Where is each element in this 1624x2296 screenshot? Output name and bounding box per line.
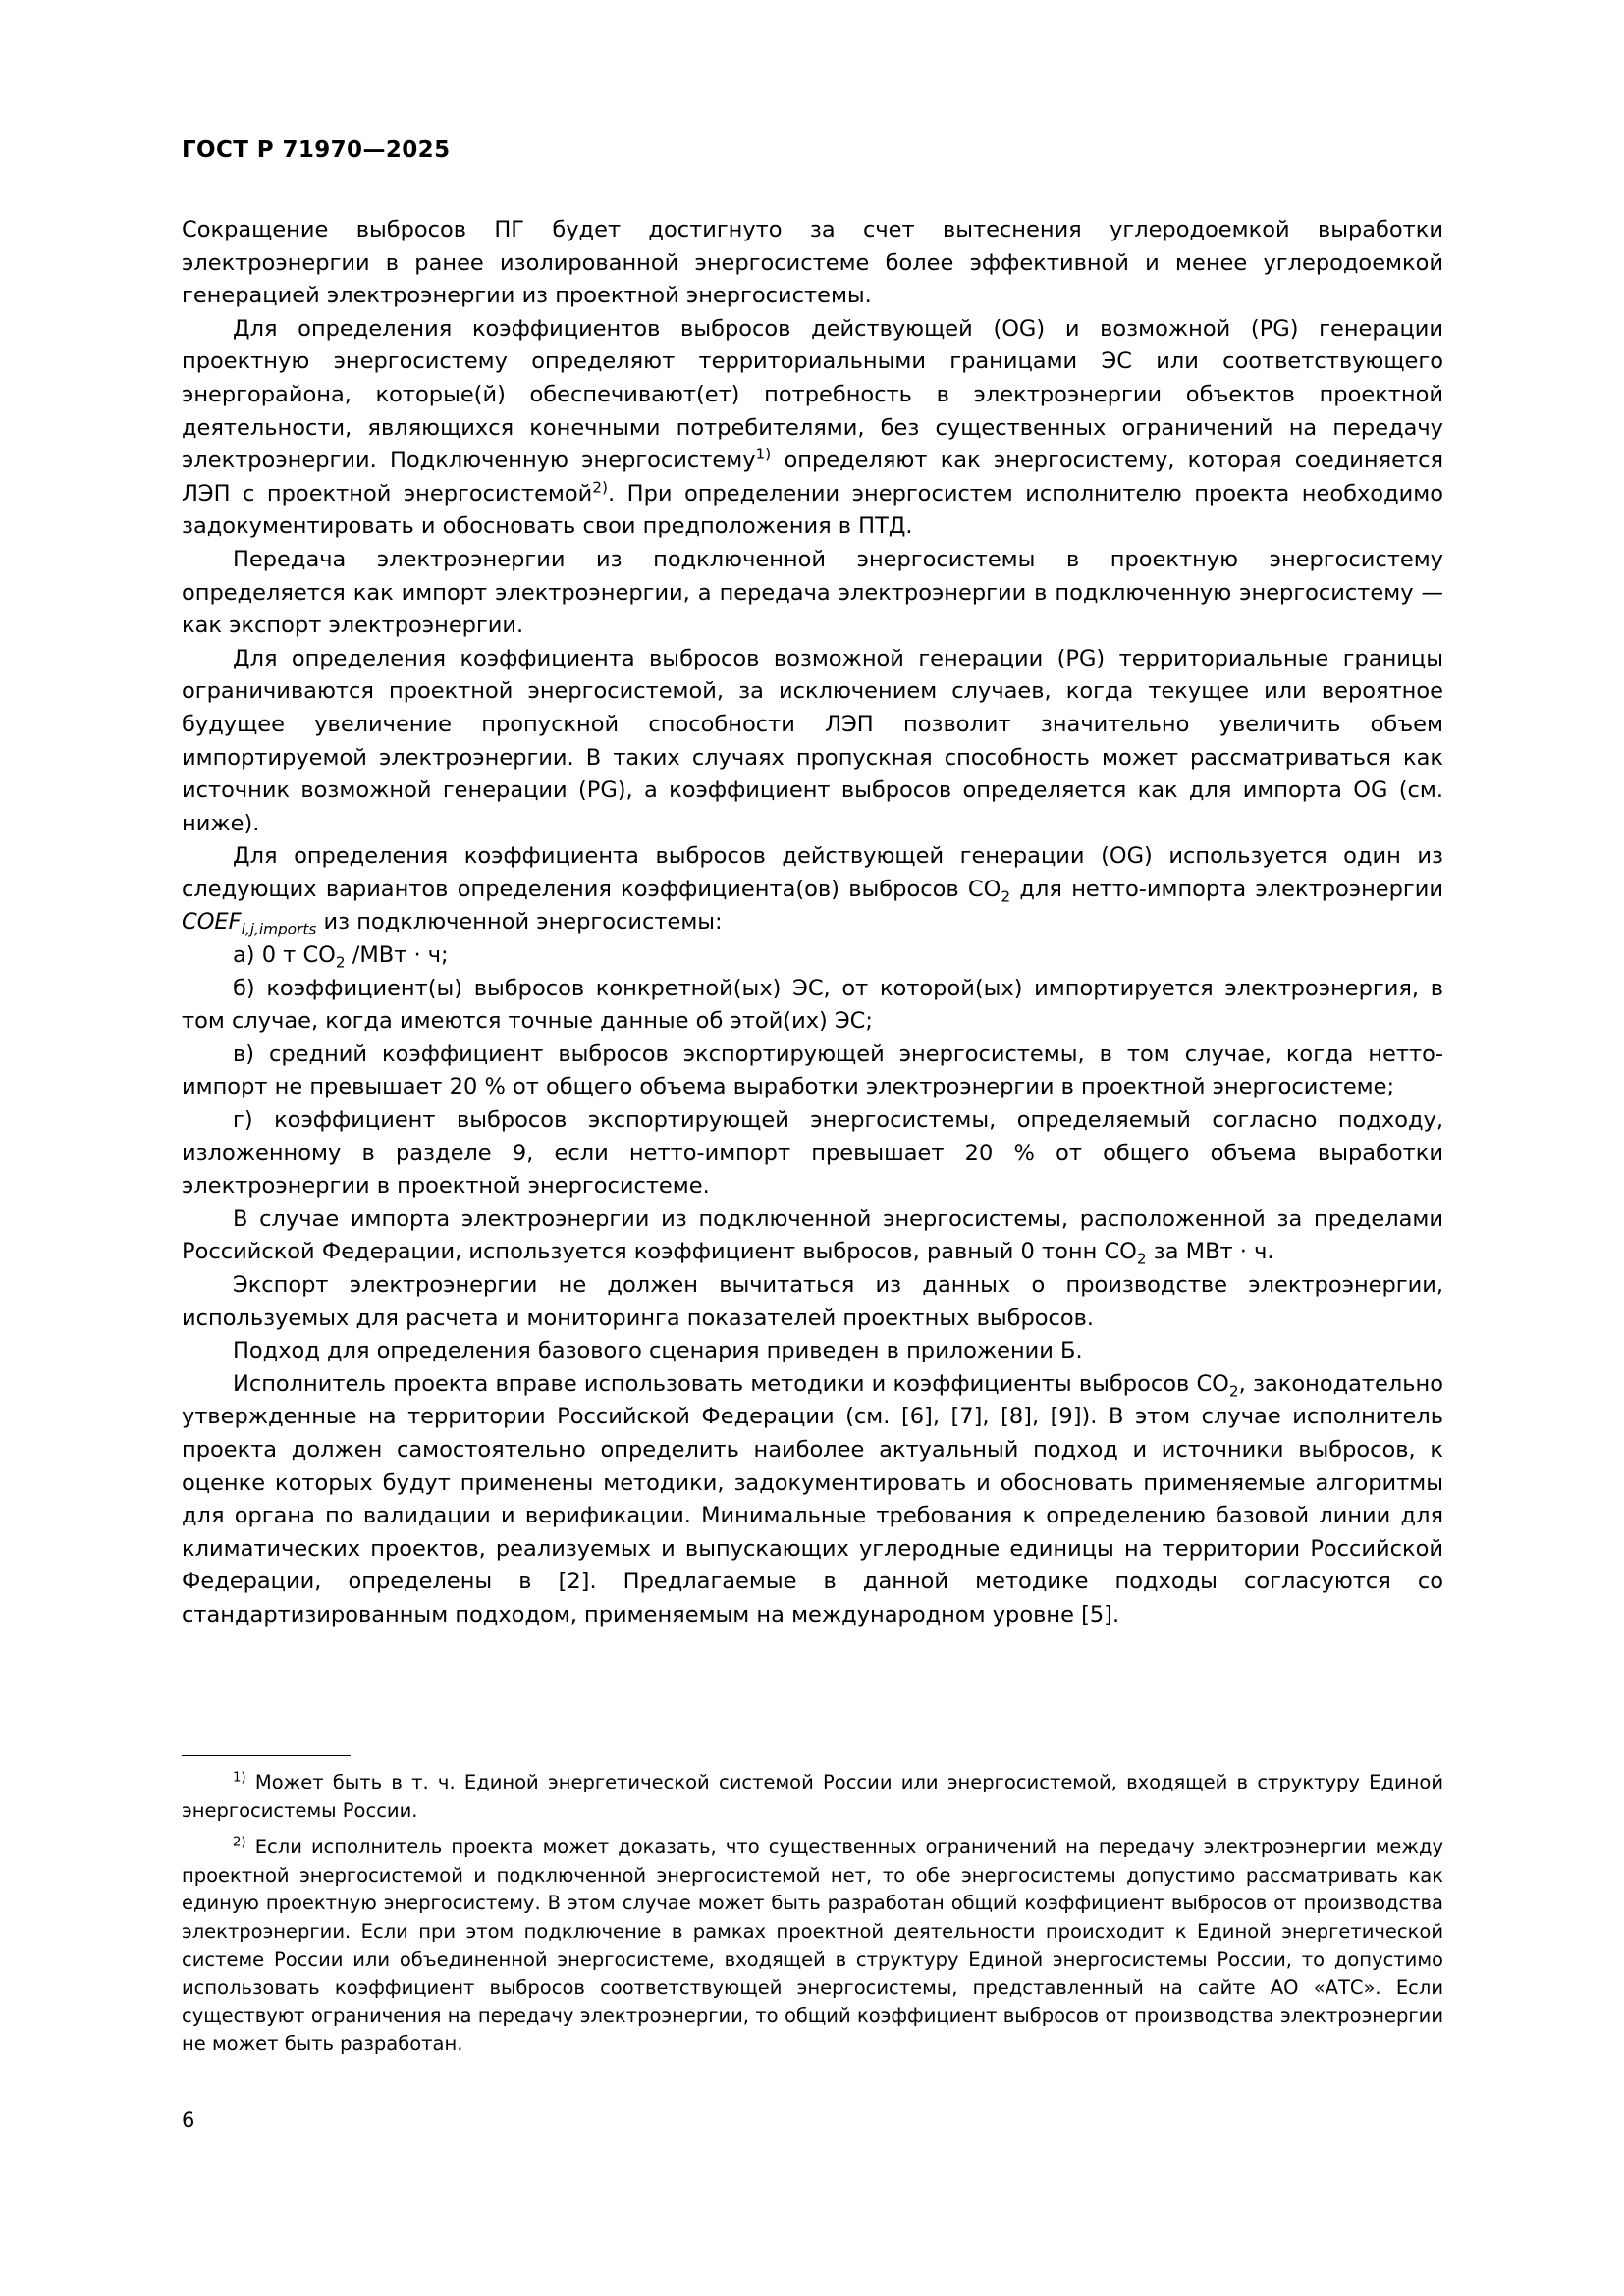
- page-content: [182, 137, 1443, 1632]
- paragraph-13: Исполнитель проекта вправе использовать методики и коэффициенты выбросов $CO_2$, законодательно утвержденные на территории Российской Федерации (см. [6], [7], [8], [9]). В этом случае исполнитель проекта должен самостоятельно определить наиболее актуальный подход и источники выбросов, к оценке которых будут применены методики, задокументировать и обосновать применяемые алгоритмы для органа по валидации и верификации. Минимальные требования к определению базовой линии для климатических проектов, реализуемых и выпускающих углеродные единицы на территории Российской Федерации, определены в [2]. Предлагаемые в данной методике подходы согласуются со стандартизированным подходом, применяемым на международном уровне [5].: [182, 1370, 1443, 1628]
- list-item-v: в) средний коэффициент выбросов экспортирующей энергосистемы, в том случае, когда нетто-импорт не превышает 20 % от общего объема выработки электроэнергии в проектной энергосистеме;: [182, 1041, 1443, 1100]
- footnote-1: $^{1)}$ Может быть в т. ч. Единой энергетической системой России или энергосистемой, входящей в структуру Единой энергосистемы России.: [182, 1770, 1443, 1822]
- paragraph-10: В случае импорта электроэнергии из подключенной энергосистемы, расположенной за пределами Российской Федерации, используется коэффициент выбросов, равный 0 тонн $CO_2$ за МВт · ч.: [182, 1205, 1443, 1268]
- paragraph-11: Экспорт электроэнергии не должен вычитаться из данных о производстве электроэнергии, используемых для расчета и мониторинга показателей проектных выбросов.: [182, 1272, 1443, 1331]
- footnote-separator-rule: [182, 1755, 351, 1756]
- paragraph-1: Сокращение выбросов ПГ будет достигнуто за счет вытеснения углеродоемкой выработки электроэнергии в ранее изолированной энергосистеме более эффективной и менее углеродоемкой генерацией электроэнергии из проектной энергосистемы.: [182, 217, 1443, 309]
- list-item-g: г) коэффициент выбросов экспортирующей энергосистемы, определяемый согласно подходу, изложенному в разделе 9, если нетто-импорт превышает 20 % от общего объема выработки электроэнергии в проектной энергосистеме.: [182, 1107, 1443, 1200]
- page-number: 6: [182, 2109, 195, 2132]
- paragraph-5: Для определения коэффициента выбросов действующей генерации (OG) используется один из следующих вариантов определения коэффициента(ов) выбросов $CO_2$ для нетто-импорта электроэнергии $COEF_{i,j,imports}$ из подключенной энергосистемы:: [182, 843, 1443, 938]
- document-standard-header: ГОСТ Р 71970—2025: [182, 137, 451, 163]
- footnote-2: $^{2)}$ Если исполнитель проекта может доказать, что существенных ограничений на передачу электроэнергии между проектной энергосистемой и подключенной энергосистемой нет, то обе энергосистемы допустимо рассматривать как единую проектную энергосистему. В этом случае может быть разработан общий коэффициент выбросов от производства электроэнергии. Если при этом подключение в рамках проектной деятельности происходит к Единой энергетической системе России или объединенной энергосистеме, входящей в структуру Единой энергосистемы России, то допустимо использовать коэффициент выбросов соответствующей энергосистемы, представленный на сайте АО «АТС». Если существуют ограничения на передачу электроэнергии, то общий коэффициент выбросов от производства электроэнергии не может быть разработан.: [182, 1835, 1443, 2056]
- paragraph-12: Подход для определения базового сценария приведен в приложении Б.: [233, 1338, 1083, 1364]
- list-item-b: б) коэффициент(ы) выбросов конкретной(ых) ЭС, от которой(ых) импортируется электроэнергия, в том случае, когда имеются точные данные об этой(их) ЭС;: [182, 975, 1443, 1035]
- paragraph-4: Для определения коэффициента выбросов возможной генерации (PG) территориальные границы ограничиваются проектной энергосистемой, за исключением случаев, когда текущее или вероятное будущее увеличение пропускной способности ЛЭП позволит значительно увеличить объем импортируемой электроэнергии. В таких случаях пропускная способность может рассматриваться как источник возможной генерации (PG), а коэффициент выбросов определяется как для импорта OG (см. ниже).: [182, 645, 1443, 836]
- paragraph-3: Передача электроэнергии из подключенной энергосистемы в проектную энергосистему определяется как импорт электроэнергии, а передача электроэнергии в подключенную энергосистему — как экспорт электроэнергии.: [182, 546, 1443, 639]
- list-item-a: а) 0 т $CO_2$ /МВт · ч;: [233, 942, 449, 972]
- paragraph-2: Для определения коэффициентов выбросов действующей (OG) и возможной (PG) генерации проектную энергосистему определяют территориальными границами ЭС или соответствующего энергорайона, которые(й) обеспечивают(ет) потребность в электроэнергии объектов проектной деятельности, являющихся конечными потребителями, без существенных ограничений на передачу электроэнергии. Подключенную энергосистему$^{1)}$ определяют как энергосистему, которая соединяется ЛЭП с проектной энергосистемой$^{2)}$. При определении энергосистем исполнителю проекта необходимо задокументировать и обосновать свои предположения в ПТД.: [182, 315, 1443, 540]
- footnotes-section: [182, 1755, 1443, 2067]
